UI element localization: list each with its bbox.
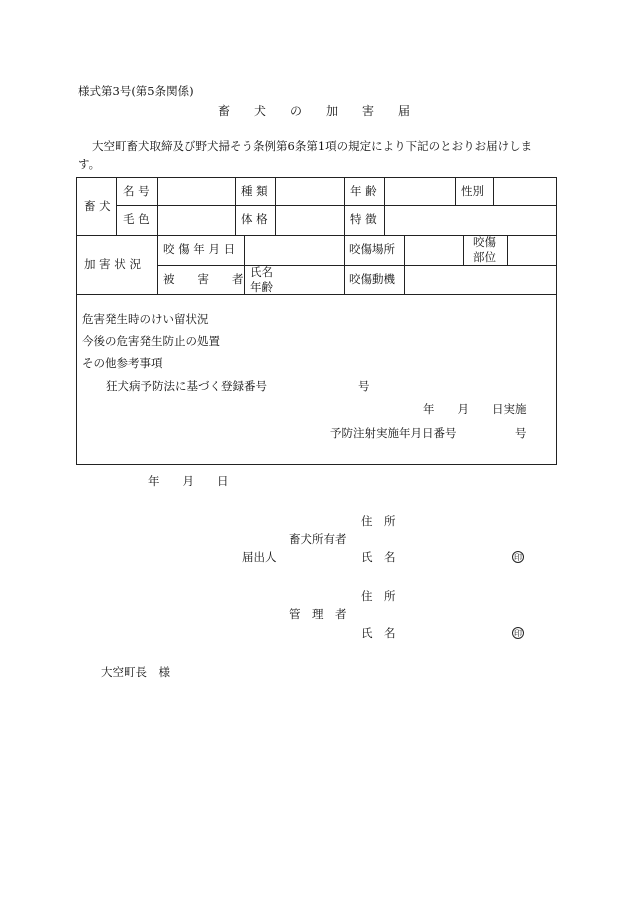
label-sex: 性別	[461, 184, 484, 198]
manager-address-label: 住 所	[361, 589, 396, 603]
label-victim: 被 害 者	[163, 272, 244, 286]
submission-date: 年 月 日	[148, 474, 229, 488]
label-bite-part-1: 咬傷	[473, 235, 496, 249]
notifier-label: 届出人	[242, 550, 277, 564]
note-situation: 危害発生時のけい留状況	[82, 312, 209, 326]
label-bite-place: 咬傷場所	[349, 242, 395, 256]
label-name: 名 号	[123, 184, 150, 198]
label-feature: 特 徴	[350, 212, 377, 226]
label-bite-part-2: 部位	[473, 250, 496, 264]
owner-label: 畜犬所有者	[289, 532, 347, 546]
owner-name-label: 氏 名	[361, 550, 396, 564]
note-vaccination-suffix: 号	[515, 426, 527, 440]
label-bite-date: 咬 傷 年 月 日	[163, 242, 236, 256]
note-vaccination-date: 年 月 日実施	[423, 402, 527, 416]
label-build: 体 格	[241, 212, 268, 226]
manager-seal-icon: 印	[514, 629, 522, 638]
label-age: 年 齢	[350, 184, 377, 198]
label-victim-name: 氏名	[250, 265, 273, 279]
intro-line-2: す。	[78, 157, 101, 171]
note-other: その他参考事項	[82, 356, 163, 370]
note-registration-suffix: 号	[358, 379, 370, 393]
label-coat: 毛 色	[123, 212, 150, 226]
note-vaccination-number: 予防注射実施年月日番号	[330, 426, 457, 440]
note-registration: 狂犬病予防法に基づく登録番号	[106, 379, 267, 393]
label-bite-motive: 咬傷動機	[349, 272, 395, 286]
note-prevention: 今後の危害発生防止の処置	[82, 334, 220, 348]
form-number: 様式第3号(第5条関係)	[78, 84, 194, 98]
document-title: 畜 犬 の 加 害 届	[218, 104, 411, 118]
manager-label: 管 理 者	[289, 607, 347, 621]
dog-group-label: 畜 犬	[84, 199, 111, 213]
recipient: 大空町長 様	[101, 665, 170, 679]
harm-group-label: 加 害 状 況	[84, 257, 141, 271]
label-victim-age: 年齢	[250, 280, 273, 294]
owner-address-label: 住 所	[361, 514, 396, 528]
owner-seal-icon: 印	[514, 553, 522, 562]
manager-name-label: 氏 名	[361, 626, 396, 640]
intro-line-1: 大空町畜犬取締及び野犬掃そう条例第6条第1項の規定により下記のとおりお届けしま	[92, 139, 533, 153]
label-breed: 種 類	[241, 184, 268, 198]
